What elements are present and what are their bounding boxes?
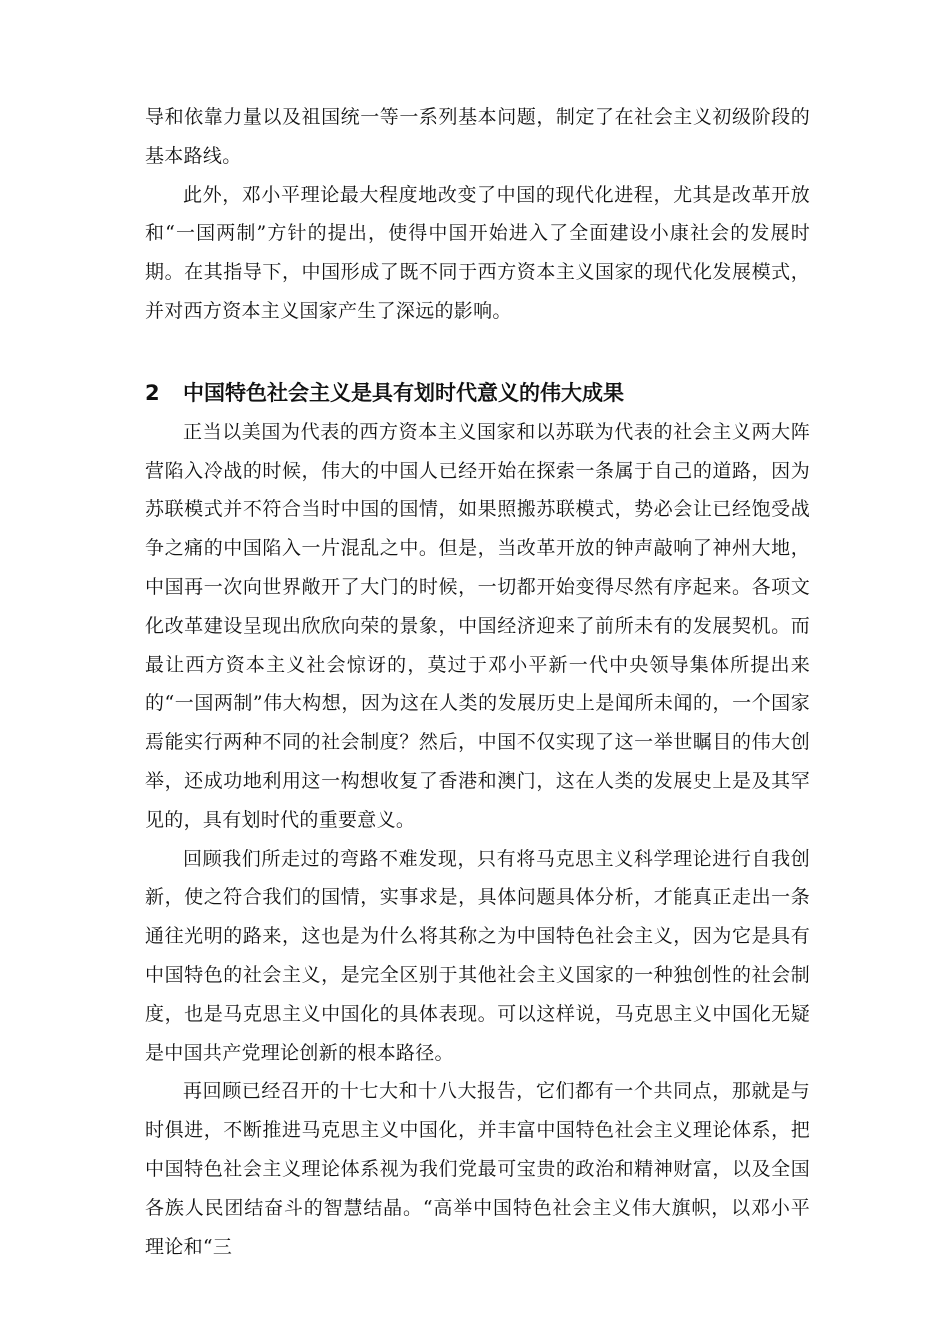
document-body	[145, 98, 810, 1266]
paragraph-congress-reports: 再回顾已经召开的十七大和十八大报告，它们都有一个共同点，那就是与时俱进，不断推进马克思主义中国化，并丰富中国特色社会主义理论体系，把中国特色社会主义理论体系视为我们党最可宝贵的政治和精神财富，以及全国各族人民团结奋斗的智慧结晶。“高举中国特色社会主义伟大旗帜，以邓小平理论和“三	[145, 1080, 810, 1258]
paragraph-cold-war-reform: 正当以美国为代表的西方资本主义国家和以苏联为代表的社会主义两大阵营陷入冷战的时候，伟大的中国人已经开始在探索一条属于自己的道路，因为苏联模式并不符合当时中国的国情，如果照搬苏联模式，势必会让已经饱受战争之痛的中国陷入一片混乱之中。但是，当改革开放的钟声敲响了神州大地，中国再一次向世界敞开了大门的时候，一切都开始变得尽然有序起来。各项文化改革建设呈现出欣欣向荣的景象，中国经济迎来了前所未有的发展契机。而最让西方资本主义社会惊讶的，莫过于邓小平新一代中央领导集体所提出来的“一国两制”伟大构想，因为这在人类的发展历史上是闻所未闻的，一个国家焉能实行两种不同的社会制度？然后，中国不仅实现了这一举世瞩目的伟大创举，还成功地利用这一构想收复了香港和澳门，这在人类的发展史上是及其罕见的，具有划时代的重要意义。	[145, 420, 810, 831]
section-heading	[145, 373, 810, 413]
paragraph-theory-innovation: 回顾我们所走过的弯路不难发现，只有将马克思主义科学理论进行自我创新，使之符合我们的国情，实事求是，具体问题具体分析，才能真正走出一条通往光明的路来，这也是为什么将其称之为中国特色社会主义，因为它是具有中国特色的社会主义，是完全区别于其他社会主义国家的一种独创性的社会制度，也是马克思主义中国化的具体表现。可以这样说，马克思主义中国化无疑是中国共产党理论创新的根本路径。	[145, 847, 810, 1064]
paragraph-deng-theory: 此外，邓小平理论最大程度地改变了中国的现代化进程，尤其是改革开放和“一国两制”方针的提出，使得中国开始进入了全面建设小康社会的发展时期。在其指导下，中国形成了既不同于西方资本主义国家的现代化发展模式，并对西方资本主义国家产生了深远的影响。	[145, 183, 810, 322]
section-title: 中国特色社会主义是具有划时代意义的伟大成果	[183, 380, 624, 405]
paragraph-continuation: 导和依靠力量以及祖国统一等一系列基本问题，制定了在社会主义初级阶段的基本路线。	[145, 106, 810, 167]
section-number: 2	[145, 380, 160, 405]
